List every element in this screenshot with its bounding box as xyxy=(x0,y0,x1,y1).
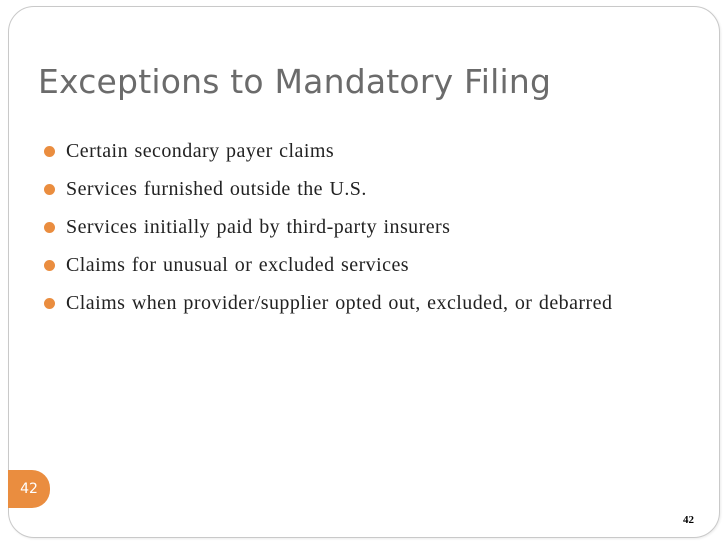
bullet-dot-icon xyxy=(44,298,55,309)
bullet-list xyxy=(44,132,612,322)
list-item xyxy=(44,284,612,322)
bullet-text: Services furnished outside the U.S. xyxy=(66,177,367,200)
bullet-text: Claims when provider/supplier opted out, excluded, or debarred xyxy=(66,291,613,314)
list-item xyxy=(44,246,612,284)
page-number: 42 xyxy=(683,514,694,526)
slide-number-badge: 42 xyxy=(8,470,50,508)
slide-title: Exceptions to Mandatory Filing xyxy=(38,62,552,101)
bullet-text: Claims for unusual or excluded services xyxy=(66,253,410,276)
bullet-dot-icon xyxy=(44,260,55,271)
list-item xyxy=(44,170,612,208)
bullet-dot-icon xyxy=(44,146,55,157)
bullet-dot-icon xyxy=(44,222,55,233)
bullet-text: Certain secondary payer claims xyxy=(66,139,335,162)
list-item xyxy=(44,132,612,170)
bullet-text: Services initially paid by third-party insurers xyxy=(66,215,451,238)
list-item xyxy=(44,208,612,246)
bullet-dot-icon xyxy=(44,184,55,195)
